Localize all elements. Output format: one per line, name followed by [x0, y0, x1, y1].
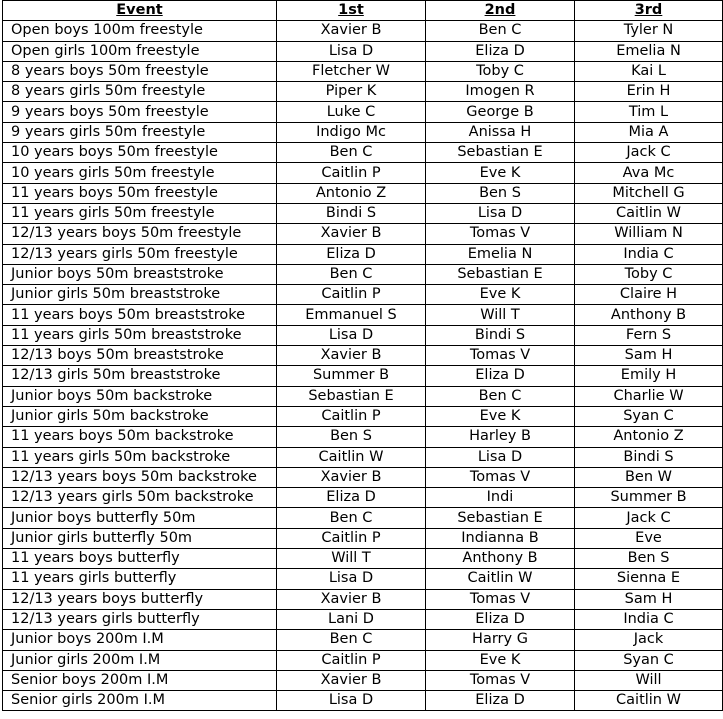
table-row	[3, 630, 723, 650]
table-row	[3, 122, 723, 142]
third-place-cell: Charlie W	[575, 386, 723, 406]
event-cell: Senior girls 200m I.M	[3, 691, 277, 711]
third-place-cell: William N	[575, 224, 723, 244]
event-cell: 8 years boys 50m freestyle	[3, 61, 277, 81]
event-cell: 12/13 girls 50m breaststroke	[3, 366, 277, 386]
event-cell: Junior boys butterfly 50m	[3, 508, 277, 528]
table-row	[3, 549, 723, 569]
second-place-cell: Lisa D	[426, 447, 575, 467]
event-cell: 12/13 years girls butterfly	[3, 609, 277, 629]
third-place-cell: India C	[575, 609, 723, 629]
third-place-cell: Tim L	[575, 102, 723, 122]
second-place-cell: Eve K	[426, 285, 575, 305]
second-place-cell: Sebastian E	[426, 143, 575, 163]
third-place-cell: Syan C	[575, 406, 723, 426]
third-place-cell: Erin H	[575, 82, 723, 102]
second-place-cell: Eliza D	[426, 366, 575, 386]
third-place-cell: Bindi S	[575, 447, 723, 467]
first-place-cell: Xavier B	[277, 467, 426, 487]
table-row	[3, 488, 723, 508]
second-place-cell: Ben C	[426, 21, 575, 41]
first-place-cell: Lisa D	[277, 691, 426, 711]
second-place-cell: Tomas V	[426, 467, 575, 487]
first-place-cell: Caitlin P	[277, 528, 426, 548]
third-place-cell: Will	[575, 670, 723, 690]
first-place-cell: Antonio Z	[277, 183, 426, 203]
third-place-cell: Sam H	[575, 346, 723, 366]
second-place-cell: Eliza D	[426, 41, 575, 61]
first-place-cell: Lisa D	[277, 325, 426, 345]
event-cell: 12/13 boys 50m breaststroke	[3, 346, 277, 366]
event-cell: 9 years girls 50m freestyle	[3, 122, 277, 142]
second-place-cell: Anissa H	[426, 122, 575, 142]
first-place-cell: Indigo Mc	[277, 122, 426, 142]
third-place-cell: Claire H	[575, 285, 723, 305]
second-place-cell: Harley B	[426, 427, 575, 447]
first-place-cell: Summer B	[277, 366, 426, 386]
event-cell: Junior boys 50m backstroke	[3, 386, 277, 406]
header-row	[3, 1, 723, 21]
first-place-cell: Ben C	[277, 508, 426, 528]
third-place-cell: Fern S	[575, 325, 723, 345]
first-place-cell: Lani D	[277, 609, 426, 629]
first-place-cell: Bindi S	[277, 203, 426, 223]
table-row	[3, 691, 723, 711]
second-place-cell: Eliza D	[426, 609, 575, 629]
table-row	[3, 61, 723, 81]
first-place-cell: Luke C	[277, 102, 426, 122]
second-place-cell: Eve K	[426, 650, 575, 670]
first-place-cell: Sebastian E	[277, 386, 426, 406]
event-cell: 12/13 years girls 50m freestyle	[3, 244, 277, 264]
table-row	[3, 224, 723, 244]
event-cell: Junior girls 200m I.M	[3, 650, 277, 670]
table-row	[3, 386, 723, 406]
header-event: Event	[3, 1, 277, 21]
third-place-cell: Summer B	[575, 488, 723, 508]
table-row	[3, 447, 723, 467]
first-place-cell: Lisa D	[277, 569, 426, 589]
third-place-cell: Jack	[575, 630, 723, 650]
table-row	[3, 102, 723, 122]
results-table-header	[3, 1, 723, 21]
results-table	[2, 0, 723, 711]
table-row	[3, 508, 723, 528]
table-row	[3, 650, 723, 670]
first-place-cell: Caitlin P	[277, 163, 426, 183]
first-place-cell: Ben C	[277, 264, 426, 284]
third-place-cell: Emily H	[575, 366, 723, 386]
third-place-cell: Mitchell G	[575, 183, 723, 203]
table-row	[3, 21, 723, 41]
event-cell: 10 years boys 50m freestyle	[3, 143, 277, 163]
results-table-body	[3, 21, 723, 711]
third-place-cell: India C	[575, 244, 723, 264]
second-place-cell: Tomas V	[426, 346, 575, 366]
first-place-cell: Caitlin P	[277, 650, 426, 670]
second-place-cell: Sebastian E	[426, 508, 575, 528]
third-place-cell: Ben S	[575, 549, 723, 569]
table-row	[3, 82, 723, 102]
first-place-cell: Piper K	[277, 82, 426, 102]
third-place-cell: Toby C	[575, 264, 723, 284]
second-place-cell: Emelia N	[426, 244, 575, 264]
event-cell: 9 years boys 50m freestyle	[3, 102, 277, 122]
table-row	[3, 569, 723, 589]
table-row	[3, 244, 723, 264]
table-row	[3, 670, 723, 690]
event-cell: Open boys 100m freestyle	[3, 21, 277, 41]
first-place-cell: Emmanuel S	[277, 305, 426, 325]
second-place-cell: Caitlin W	[426, 569, 575, 589]
first-place-cell: Xavier B	[277, 346, 426, 366]
table-row	[3, 305, 723, 325]
event-cell: Junior girls 50m breaststroke	[3, 285, 277, 305]
table-row	[3, 41, 723, 61]
first-place-cell: Ben S	[277, 427, 426, 447]
second-place-cell: Ben S	[426, 183, 575, 203]
table-row	[3, 427, 723, 447]
header-second: 2nd	[426, 1, 575, 21]
event-cell: Junior boys 50m breaststroke	[3, 264, 277, 284]
event-cell: 11 years boys 50m breaststroke	[3, 305, 277, 325]
second-place-cell: Tomas V	[426, 589, 575, 609]
event-cell: 12/13 years boys 50m freestyle	[3, 224, 277, 244]
table-row	[3, 183, 723, 203]
event-cell: 12/13 years girls 50m backstroke	[3, 488, 277, 508]
first-place-cell: Eliza D	[277, 488, 426, 508]
third-place-cell: Mia A	[575, 122, 723, 142]
second-place-cell: Toby C	[426, 61, 575, 81]
event-cell: 10 years girls 50m freestyle	[3, 163, 277, 183]
event-cell: 11 years boys 50m freestyle	[3, 183, 277, 203]
table-row	[3, 366, 723, 386]
third-place-cell: Sam H	[575, 589, 723, 609]
second-place-cell: Indi	[426, 488, 575, 508]
first-place-cell: Xavier B	[277, 224, 426, 244]
event-cell: 11 years girls 50m breaststroke	[3, 325, 277, 345]
table-row	[3, 467, 723, 487]
first-place-cell: Lisa D	[277, 41, 426, 61]
third-place-cell: Ben W	[575, 467, 723, 487]
event-cell: Open girls 100m freestyle	[3, 41, 277, 61]
second-place-cell: Anthony B	[426, 549, 575, 569]
second-place-cell: Ben C	[426, 386, 575, 406]
second-place-cell: Lisa D	[426, 203, 575, 223]
second-place-cell: George B	[426, 102, 575, 122]
second-place-cell: Tomas V	[426, 670, 575, 690]
header-first: 1st	[277, 1, 426, 21]
second-place-cell: Will T	[426, 305, 575, 325]
table-row	[3, 325, 723, 345]
table-row	[3, 406, 723, 426]
event-cell: Junior boys 200m I.M	[3, 630, 277, 650]
first-place-cell: Xavier B	[277, 21, 426, 41]
event-cell: Junior girls 50m backstroke	[3, 406, 277, 426]
third-place-cell: Jack C	[575, 143, 723, 163]
second-place-cell: Eve K	[426, 406, 575, 426]
table-row	[3, 346, 723, 366]
first-place-cell: Eliza D	[277, 244, 426, 264]
table-row	[3, 528, 723, 548]
first-place-cell: Fletcher W	[277, 61, 426, 81]
first-place-cell: Caitlin W	[277, 447, 426, 467]
event-cell: 11 years boys 50m backstroke	[3, 427, 277, 447]
first-place-cell: Caitlin P	[277, 285, 426, 305]
table-row	[3, 163, 723, 183]
third-place-cell: Anthony B	[575, 305, 723, 325]
third-place-cell: Caitlin W	[575, 691, 723, 711]
table-row	[3, 143, 723, 163]
third-place-cell: Caitlin W	[575, 203, 723, 223]
table-row	[3, 609, 723, 629]
event-cell: 12/13 years boys butterfly	[3, 589, 277, 609]
second-place-cell: Tomas V	[426, 224, 575, 244]
first-place-cell: Ben C	[277, 143, 426, 163]
event-cell: Senior boys 200m I.M	[3, 670, 277, 690]
table-row	[3, 285, 723, 305]
table-row	[3, 203, 723, 223]
table-row	[3, 589, 723, 609]
first-place-cell: Ben C	[277, 630, 426, 650]
second-place-cell: Sebastian E	[426, 264, 575, 284]
first-place-cell: Will T	[277, 549, 426, 569]
first-place-cell: Caitlin P	[277, 406, 426, 426]
header-third: 3rd	[575, 1, 723, 21]
third-place-cell: Ava Mc	[575, 163, 723, 183]
event-cell: 11 years girls 50m backstroke	[3, 447, 277, 467]
second-place-cell: Eliza D	[426, 691, 575, 711]
second-place-cell: Bindi S	[426, 325, 575, 345]
third-place-cell: Tyler N	[575, 21, 723, 41]
second-place-cell: Indianna B	[426, 528, 575, 548]
event-cell: 8 years girls 50m freestyle	[3, 82, 277, 102]
third-place-cell: Jack C	[575, 508, 723, 528]
third-place-cell: Kai L	[575, 61, 723, 81]
second-place-cell: Harry G	[426, 630, 575, 650]
event-cell: 11 years girls butterfly	[3, 569, 277, 589]
event-cell: 11 years girls 50m freestyle	[3, 203, 277, 223]
first-place-cell: Xavier B	[277, 670, 426, 690]
second-place-cell: Eve K	[426, 163, 575, 183]
third-place-cell: Emelia N	[575, 41, 723, 61]
table-row	[3, 264, 723, 284]
third-place-cell: Syan C	[575, 650, 723, 670]
first-place-cell: Xavier B	[277, 589, 426, 609]
event-cell: 11 years boys butterfly	[3, 549, 277, 569]
third-place-cell: Eve	[575, 528, 723, 548]
event-cell: Junior girls butterfly 50m	[3, 528, 277, 548]
second-place-cell: Imogen R	[426, 82, 575, 102]
event-cell: 12/13 years boys 50m backstroke	[3, 467, 277, 487]
third-place-cell: Sienna E	[575, 569, 723, 589]
third-place-cell: Antonio Z	[575, 427, 723, 447]
